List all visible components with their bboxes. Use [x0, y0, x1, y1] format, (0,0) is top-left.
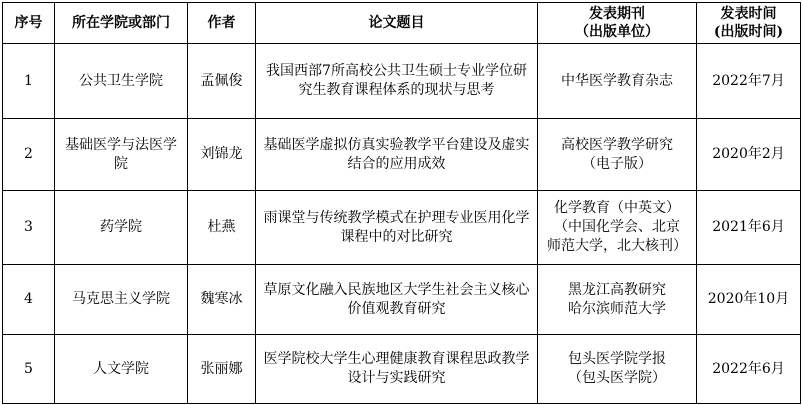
publications-table	[2, 2, 801, 404]
cell-no: 2	[3, 119, 55, 191]
cell-journal-line: 中华医学教育杂志	[561, 72, 673, 89]
table-row	[3, 191, 801, 265]
table-row	[3, 265, 801, 335]
header-college: 所在学院或部门	[55, 3, 188, 44]
cell-title: 基础医学虚拟仿真实验教学平台建设及虚实结合的应用成效	[256, 119, 538, 191]
cell-title: 医学院校大学生心理健康教育课程思政教学设计与实践研究	[256, 335, 538, 404]
cell-journal	[538, 191, 697, 265]
cell-date: 2022年7月	[697, 44, 801, 119]
cell-date: 2021年6月	[697, 191, 801, 265]
cell-journal-line: （中国化学会、北京	[554, 219, 680, 235]
cell-no: 3	[3, 191, 55, 265]
cell-author: 张丽娜	[188, 335, 256, 404]
cell-title: 我国西部7所高校公共卫生硕士专业学位研究生教育课程体系的现状与思考	[256, 44, 538, 119]
cell-journal	[538, 44, 697, 119]
header-journal	[538, 3, 697, 44]
cell-title: 雨课堂与传统教学模式在护理专业医用化学课程中的对比研究	[256, 191, 538, 265]
cell-college: 人文学院	[55, 335, 188, 404]
cell-no: 4	[3, 265, 55, 335]
cell-author: 刘锦龙	[188, 119, 256, 191]
header-date-line2: (出版时间)	[713, 24, 784, 40]
cell-date: 2020年2月	[697, 119, 801, 191]
cell-author: 杜燕	[188, 191, 256, 265]
cell-journal	[538, 265, 697, 335]
cell-journal-line: （电子版）	[582, 155, 652, 172]
cell-journal	[538, 335, 697, 404]
table-header-row	[3, 3, 801, 44]
cell-journal-line: 黑龙江高教研究	[568, 281, 666, 298]
cell-college: 公共卫生学院	[55, 44, 188, 119]
cell-no: 5	[3, 335, 55, 404]
cell-author: 孟佩俊	[188, 44, 256, 119]
table-row	[3, 335, 801, 404]
cell-college: 基础医学与法医学院	[55, 119, 188, 191]
cell-journal-line: 师范大学，北大核刊）	[547, 238, 687, 254]
cell-college: 药学院	[55, 191, 188, 265]
header-date-line1: 发表时间	[720, 6, 777, 22]
cell-date: 2020年10月	[697, 265, 801, 335]
header-journal-line2: （出版单位）	[575, 24, 659, 40]
table-row	[3, 119, 801, 191]
cell-journal-line: 哈尔滨师范大学	[568, 300, 666, 317]
cell-journal-line: （包头医学院）	[568, 370, 666, 386]
header-author: 作者	[188, 3, 256, 44]
cell-title: 草原文化融入民族地区大学生社会主义核心价值观教育研究	[256, 265, 538, 335]
header-date	[697, 3, 801, 44]
cell-journal-line: 化学教育（中英文）	[554, 200, 680, 216]
cell-date: 2022年6月	[697, 335, 801, 404]
header-title: 论文题目	[256, 3, 538, 44]
header-journal-line1: 发表期刊	[589, 6, 645, 22]
cell-college: 马克思主义学院	[55, 265, 188, 335]
cell-journal-line: 高校医学教学研究	[561, 136, 673, 153]
table-row	[3, 44, 801, 119]
cell-author: 魏寒冰	[188, 265, 256, 335]
cell-journal	[538, 119, 697, 191]
cell-no: 1	[3, 44, 55, 119]
header-no: 序号	[3, 3, 55, 44]
cell-journal-line: 包头医学院学报	[568, 351, 666, 367]
